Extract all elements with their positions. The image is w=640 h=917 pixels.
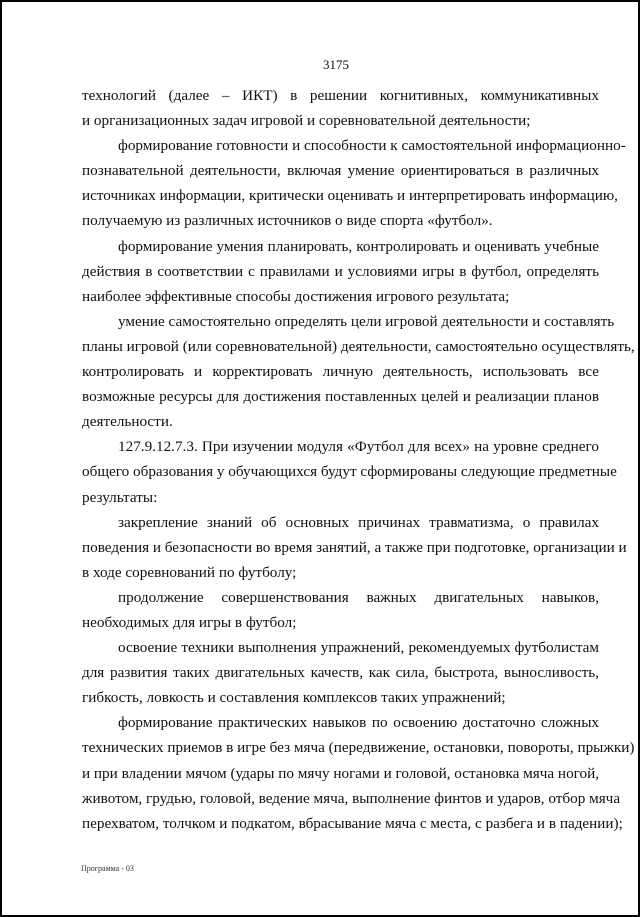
footer-program-label: Программа - 03 — [81, 864, 134, 873]
text-line: в ходе соревнований по футболу; — [82, 563, 297, 581]
text-line: технических приемов в игре без мяча (передвижение, остановки, повороты, прыжки) — [82, 739, 635, 757]
text-line: действия в соответствии с правилами и условиями игры в футбол, определять — [82, 262, 599, 280]
text-line: умение самостоятельно определять цели игровой деятельности и составлять — [118, 312, 615, 330]
text-line: освоение техники выполнения упражнений, рекомендуемых футболистам — [118, 639, 599, 657]
text-line: получаемую из различных источников о виде спорта «футбол». — [82, 212, 493, 230]
text-line: познавательной деятельности, включая умение ориентироваться в различных — [82, 162, 599, 180]
text-line: животом, грудью, головой, ведение мяча, выполнение финтов и ударов, отбор мяча — [82, 789, 621, 807]
text-line: перехватом, толчком и подкатом, вбрасывание мяча с места, с разбега и в падении); — [82, 814, 623, 832]
scan-border-top — [0, 0, 640, 2]
text-line: формирование готовности и способности к самостоятельной информационно- — [118, 137, 626, 155]
paragraph — [82, 234, 599, 309]
paragraph — [82, 585, 599, 635]
text-line: контролировать и корректировать личную деятельность, использовать все — [82, 363, 599, 381]
scan-border-left — [0, 0, 2, 917]
paragraph — [82, 133, 626, 233]
text-line: продолжение совершенствования важных двигательных навыков, — [118, 588, 599, 606]
text-line: возможные ресурсы для достижения поставленных целей и реализации планов — [82, 388, 599, 406]
text-line: закрепление знаний об основных причинах травматизма, о правилах — [118, 513, 599, 531]
paragraph — [82, 83, 599, 133]
text-line: и организационных задач игровой и соревновательной деятельности; — [82, 112, 531, 130]
text-line: гибкость, ловкость и составления комплексов таких упражнений; — [82, 689, 506, 707]
text-line: наиболее эффективные способы достижения игрового результата; — [82, 287, 510, 305]
text-line: деятельности. — [82, 413, 173, 431]
text-line: необходимых для игры в футбол; — [82, 613, 297, 631]
paragraph — [82, 309, 635, 434]
page-number: 3175 — [323, 57, 349, 72]
text-line: формирование умения планировать, контролировать и оценивать учебные — [118, 237, 599, 255]
text-line: источниках информации, критически оценивать и интерпретировать информацию, — [82, 187, 618, 205]
text-line: планы игровой (или соревновательной) деятельности, самостоятельно осуществлять, — [82, 337, 635, 355]
text-line: результаты: — [82, 488, 158, 506]
paragraph — [82, 434, 617, 509]
text-line: 127.9.12.7.3. При изучении модуля «Футбол для всех» на уровне среднего — [118, 438, 599, 456]
text-line: общего образования у обучающихся будут сформированы следующие предметные — [82, 463, 617, 481]
paragraph — [82, 710, 635, 835]
text-line: для развития таких двигательных качеств, как сила, быстрота, выносливость, — [82, 664, 599, 682]
text-line: технологий (далее – ИКТ) в решении когнитивных, коммуникативных — [82, 87, 599, 104]
text-line: поведения и безопасности во время занятий, а также при подготовке, организации и — [82, 538, 627, 556]
text-line: и при владении мячом (удары по мячу ногами и головой, остановка мяча ногой, — [82, 764, 600, 782]
document-body — [82, 83, 635, 836]
paragraph — [82, 510, 627, 585]
paragraph — [82, 635, 599, 710]
text-line: формирование практических навыков по освоению достаточно сложных — [118, 714, 599, 732]
